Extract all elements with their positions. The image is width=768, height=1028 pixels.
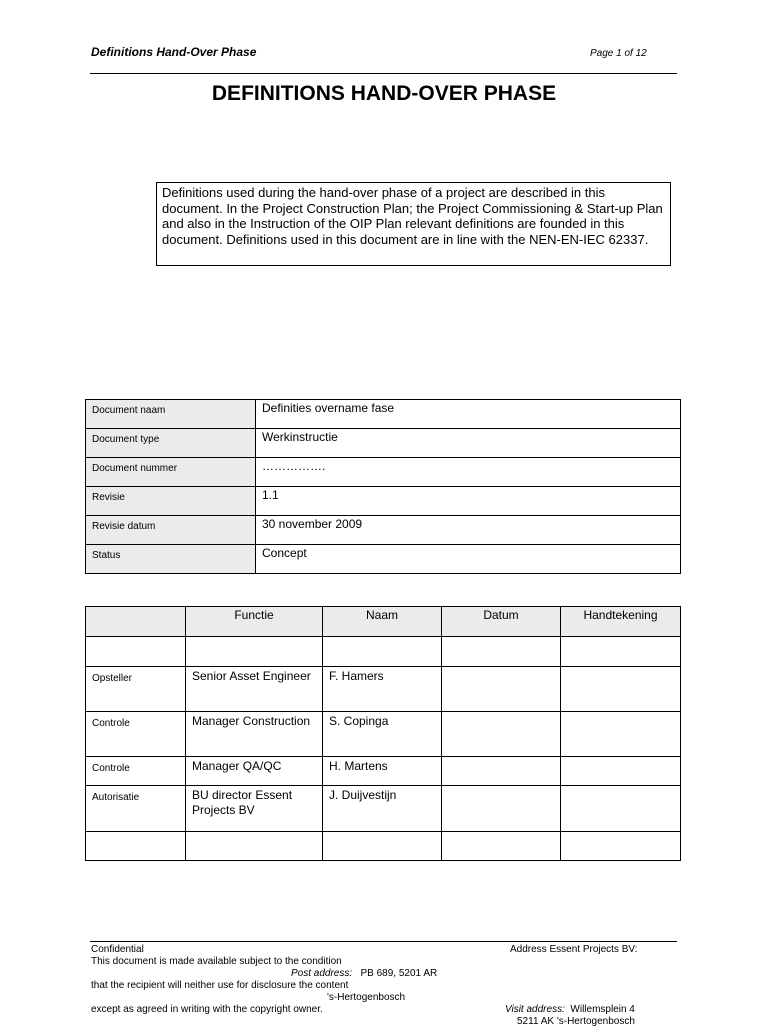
- signoff-row: [86, 786, 681, 832]
- signoff-row: [86, 757, 681, 786]
- footer-visit-address: [505, 1004, 635, 1016]
- signoff-row: [86, 712, 681, 757]
- signoff-header-row: [86, 607, 681, 637]
- footer-visit-city: 5211 AK 's-Hertogenbosch: [517, 1016, 635, 1027]
- meta-label: Status: [86, 545, 256, 574]
- signoff-table: [85, 606, 681, 861]
- meta-label: Document type: [86, 429, 256, 458]
- footer-post-address: [291, 968, 437, 980]
- signoff-header-datum: Datum: [442, 607, 561, 637]
- signoff-naam: J. Duijvestijn: [323, 786, 442, 832]
- signoff-empty-row: [86, 832, 681, 861]
- signoff-functie: Manager Construction: [186, 712, 323, 757]
- signoff-datum: [442, 667, 561, 712]
- signoff-handtekening: [561, 757, 681, 786]
- footer-disclaimer-3: except as agreed in writing with the copyright owner.: [91, 1004, 323, 1015]
- signoff-role: Opsteller: [86, 667, 186, 712]
- document-meta-table: [85, 399, 681, 574]
- signoff-header-handtekening: Handtekening: [561, 607, 681, 637]
- intro-box: Definitions used during the hand-over phase of a project are described in this document. In the Project Construction Plan; the Project Commissioning & Start-up Plan and also in the Instruction of the OIP Plan relevant definitions are founded in this document. Definitions used in this document are in line with the NEN-EN-IEC 62337.: [156, 182, 671, 266]
- signoff-role: Controle: [86, 712, 186, 757]
- signoff-role: Autorisatie: [86, 786, 186, 832]
- meta-row: [86, 545, 681, 574]
- meta-row: [86, 458, 681, 487]
- meta-label: Document naam: [86, 400, 256, 429]
- signoff-functie: Manager QA/QC: [186, 757, 323, 786]
- meta-label: Document nummer: [86, 458, 256, 487]
- footer-post-city: 's-Hertogenbosch: [327, 992, 406, 1003]
- signoff-empty-row: [86, 637, 681, 667]
- signoff-handtekening: [561, 667, 681, 712]
- signoff-handtekening: [561, 712, 681, 757]
- footer-post-label: Post address:: [291, 968, 353, 979]
- signoff-role: Controle: [86, 757, 186, 786]
- footer-visit-value: Willemsplein 4: [570, 1004, 635, 1015]
- meta-value: …………….: [256, 458, 681, 487]
- signoff-naam: F. Hamers: [323, 667, 442, 712]
- signoff-datum: [442, 786, 561, 832]
- meta-row: [86, 400, 681, 429]
- signoff-naam: H. Martens: [323, 757, 442, 786]
- meta-value: 30 november 2009: [256, 516, 681, 545]
- meta-row: [86, 487, 681, 516]
- meta-label: Revisie datum: [86, 516, 256, 545]
- signoff-row: [86, 667, 681, 712]
- header-rule: [90, 73, 677, 74]
- footer-address-heading: Address Essent Projects BV:: [510, 944, 638, 955]
- signoff-datum: [442, 757, 561, 786]
- page-number: Page 1 of 12: [590, 48, 647, 59]
- signoff-header-empty: [86, 607, 186, 637]
- meta-value: Werkinstructie: [256, 429, 681, 458]
- document-title: DEFINITIONS HAND-OVER PHASE: [211, 82, 557, 105]
- meta-row: [86, 516, 681, 545]
- meta-label: Revisie: [86, 487, 256, 516]
- footer-disclaimer-2: that the recipient will neither use for disclosure the content: [91, 980, 349, 991]
- signoff-datum: [442, 712, 561, 757]
- signoff-handtekening: [561, 786, 681, 832]
- footer-post-value: PB 689, 5201 AR: [360, 968, 438, 979]
- signoff-functie: Senior Asset Engineer: [186, 667, 323, 712]
- signoff-header-naam: Naam: [323, 607, 442, 637]
- signoff-functie: BU director Essent Projects BV: [186, 786, 323, 832]
- footer-rule: [90, 941, 677, 942]
- signoff-header-functie: Functie: [186, 607, 323, 637]
- footer-disclaimer-1: This document is made available subject to the condition: [91, 956, 342, 967]
- meta-row: [86, 429, 681, 458]
- meta-value: Definities overname fase: [256, 400, 681, 429]
- footer-visit-label: Visit address:: [505, 1004, 565, 1015]
- footer-confidential: Confidential: [91, 944, 144, 955]
- header-title: Definitions Hand-Over Phase: [91, 45, 257, 59]
- meta-value: Concept: [256, 545, 681, 574]
- meta-value: 1.1: [256, 487, 681, 516]
- signoff-naam: S. Copinga: [323, 712, 442, 757]
